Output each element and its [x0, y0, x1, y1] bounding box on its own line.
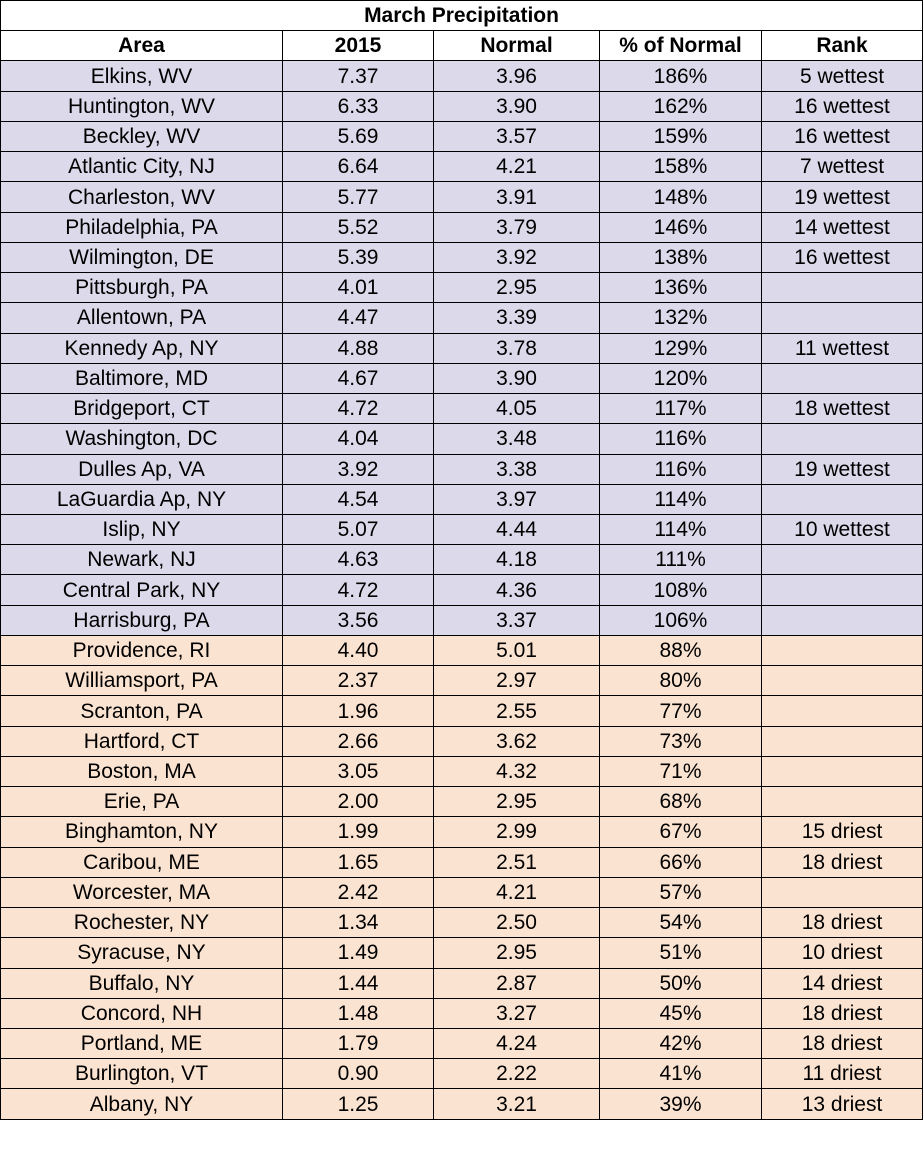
cell-rank — [762, 273, 923, 303]
table-row — [1, 726, 923, 756]
header-rank: Rank — [762, 31, 923, 61]
cell-rank — [762, 303, 923, 333]
cell-percent-of-normal: 117% — [600, 394, 762, 424]
cell-percent-of-normal: 136% — [600, 273, 762, 303]
table-row — [1, 787, 923, 817]
cell-area: Burlington, VT — [1, 1059, 283, 1089]
cell-area: Beckley, WV — [1, 121, 283, 151]
table-row — [1, 908, 923, 938]
cell-percent-of-normal: 42% — [600, 1028, 762, 1058]
cell-normal: 4.21 — [434, 877, 600, 907]
table-row — [1, 1059, 923, 1089]
cell-area: Rochester, NY — [1, 908, 283, 938]
cell-2015: 4.72 — [283, 575, 434, 605]
cell-normal: 4.18 — [434, 545, 600, 575]
cell-rank: 11 driest — [762, 1059, 923, 1089]
cell-2015: 2.66 — [283, 726, 434, 756]
table-row — [1, 575, 923, 605]
cell-area: Philadelphia, PA — [1, 212, 283, 242]
cell-area: Bridgeport, CT — [1, 394, 283, 424]
table-row — [1, 1028, 923, 1058]
cell-normal: 3.79 — [434, 212, 600, 242]
cell-normal: 3.48 — [434, 424, 600, 454]
table-row — [1, 484, 923, 514]
cell-area: Huntington, WV — [1, 91, 283, 121]
table-row — [1, 242, 923, 272]
cell-2015: 1.48 — [283, 998, 434, 1028]
cell-normal: 2.87 — [434, 968, 600, 998]
cell-percent-of-normal: 159% — [600, 121, 762, 151]
cell-area: Newark, NJ — [1, 545, 283, 575]
cell-normal: 5.01 — [434, 635, 600, 665]
cell-rank: 18 driest — [762, 1028, 923, 1058]
table-row — [1, 817, 923, 847]
header-percent-of-normal: % of Normal — [600, 31, 762, 61]
cell-percent-of-normal: 108% — [600, 575, 762, 605]
cell-area: Hartford, CT — [1, 726, 283, 756]
cell-percent-of-normal: 138% — [600, 242, 762, 272]
cell-normal: 3.57 — [434, 121, 600, 151]
cell-2015: 5.07 — [283, 514, 434, 544]
cell-2015: 1.49 — [283, 938, 434, 968]
cell-percent-of-normal: 146% — [600, 212, 762, 242]
cell-rank — [762, 424, 923, 454]
cell-area: Providence, RI — [1, 635, 283, 665]
table-row — [1, 756, 923, 786]
cell-normal: 3.90 — [434, 91, 600, 121]
cell-rank — [762, 787, 923, 817]
cell-area: Kennedy Ap, NY — [1, 333, 283, 363]
cell-normal: 4.24 — [434, 1028, 600, 1058]
table-row — [1, 545, 923, 575]
table-row — [1, 182, 923, 212]
table-row — [1, 212, 923, 242]
cell-normal: 3.39 — [434, 303, 600, 333]
cell-2015: 1.96 — [283, 696, 434, 726]
cell-rank: 18 driest — [762, 998, 923, 1028]
cell-percent-of-normal: 114% — [600, 514, 762, 544]
table-row — [1, 454, 923, 484]
cell-area: Islip, NY — [1, 514, 283, 544]
cell-percent-of-normal: 116% — [600, 454, 762, 484]
cell-area: Buffalo, NY — [1, 968, 283, 998]
cell-percent-of-normal: 51% — [600, 938, 762, 968]
cell-2015: 5.52 — [283, 212, 434, 242]
cell-2015: 1.65 — [283, 847, 434, 877]
cell-percent-of-normal: 68% — [600, 787, 762, 817]
cell-2015: 4.88 — [283, 333, 434, 363]
cell-area: Caribou, ME — [1, 847, 283, 877]
cell-rank: 10 driest — [762, 938, 923, 968]
cell-normal: 4.44 — [434, 514, 600, 544]
cell-area: Wilmington, DE — [1, 242, 283, 272]
cell-area: Allentown, PA — [1, 303, 283, 333]
header-row — [1, 31, 923, 61]
cell-normal: 3.91 — [434, 182, 600, 212]
cell-2015: 1.99 — [283, 817, 434, 847]
cell-area: Dulles Ap, VA — [1, 454, 283, 484]
cell-area: Washington, DC — [1, 424, 283, 454]
cell-2015: 5.77 — [283, 182, 434, 212]
cell-rank — [762, 575, 923, 605]
cell-normal: 3.27 — [434, 998, 600, 1028]
cell-normal: 4.05 — [434, 394, 600, 424]
cell-percent-of-normal: 57% — [600, 877, 762, 907]
cell-2015: 4.63 — [283, 545, 434, 575]
cell-normal: 2.50 — [434, 908, 600, 938]
cell-normal: 3.78 — [434, 333, 600, 363]
cell-percent-of-normal: 116% — [600, 424, 762, 454]
cell-normal: 3.37 — [434, 605, 600, 635]
cell-rank: 15 driest — [762, 817, 923, 847]
cell-2015: 0.90 — [283, 1059, 434, 1089]
cell-rank: 18 driest — [762, 908, 923, 938]
cell-2015: 1.34 — [283, 908, 434, 938]
table-row — [1, 91, 923, 121]
cell-rank: 19 wettest — [762, 182, 923, 212]
table-row — [1, 998, 923, 1028]
cell-normal: 4.21 — [434, 152, 600, 182]
cell-percent-of-normal: 186% — [600, 61, 762, 91]
cell-area: Boston, MA — [1, 756, 283, 786]
cell-normal: 3.92 — [434, 242, 600, 272]
cell-normal: 3.96 — [434, 61, 600, 91]
cell-rank: 14 wettest — [762, 212, 923, 242]
cell-area: Elkins, WV — [1, 61, 283, 91]
cell-area: Pittsburgh, PA — [1, 273, 283, 303]
table-row — [1, 666, 923, 696]
cell-rank: 11 wettest — [762, 333, 923, 363]
cell-percent-of-normal: 148% — [600, 182, 762, 212]
cell-normal: 3.62 — [434, 726, 600, 756]
cell-percent-of-normal: 162% — [600, 91, 762, 121]
cell-normal: 2.95 — [434, 787, 600, 817]
table-row — [1, 968, 923, 998]
cell-2015: 1.25 — [283, 1089, 434, 1119]
cell-2015: 5.39 — [283, 242, 434, 272]
cell-rank: 10 wettest — [762, 514, 923, 544]
cell-2015: 7.37 — [283, 61, 434, 91]
cell-rank — [762, 605, 923, 635]
cell-percent-of-normal: 114% — [600, 484, 762, 514]
cell-area: Concord, NH — [1, 998, 283, 1028]
cell-area: Binghamton, NY — [1, 817, 283, 847]
header-2015: 2015 — [283, 31, 434, 61]
cell-normal: 2.55 — [434, 696, 600, 726]
table-row — [1, 152, 923, 182]
table-row — [1, 363, 923, 393]
cell-percent-of-normal: 66% — [600, 847, 762, 877]
cell-area: Williamsport, PA — [1, 666, 283, 696]
cell-rank: 18 wettest — [762, 394, 923, 424]
cell-area: Erie, PA — [1, 787, 283, 817]
cell-normal: 2.22 — [434, 1059, 600, 1089]
cell-percent-of-normal: 67% — [600, 817, 762, 847]
cell-normal: 2.51 — [434, 847, 600, 877]
cell-rank — [762, 877, 923, 907]
cell-2015: 2.00 — [283, 787, 434, 817]
cell-2015: 4.47 — [283, 303, 434, 333]
cell-percent-of-normal: 45% — [600, 998, 762, 1028]
table-row — [1, 877, 923, 907]
cell-2015: 3.56 — [283, 605, 434, 635]
cell-normal: 2.95 — [434, 938, 600, 968]
cell-area: Charleston, WV — [1, 182, 283, 212]
cell-rank — [762, 666, 923, 696]
cell-percent-of-normal: 73% — [600, 726, 762, 756]
table-row — [1, 424, 923, 454]
cell-rank: 16 wettest — [762, 242, 923, 272]
cell-rank: 14 driest — [762, 968, 923, 998]
cell-percent-of-normal: 106% — [600, 605, 762, 635]
table-row — [1, 121, 923, 151]
cell-area: Albany, NY — [1, 1089, 283, 1119]
cell-2015: 3.05 — [283, 756, 434, 786]
cell-2015: 1.79 — [283, 1028, 434, 1058]
table-row — [1, 394, 923, 424]
cell-2015: 3.92 — [283, 454, 434, 484]
cell-normal: 3.21 — [434, 1089, 600, 1119]
cell-2015: 4.54 — [283, 484, 434, 514]
cell-rank: 18 driest — [762, 847, 923, 877]
table-row — [1, 303, 923, 333]
cell-normal: 2.95 — [434, 273, 600, 303]
cell-percent-of-normal: 39% — [600, 1089, 762, 1119]
cell-2015: 4.67 — [283, 363, 434, 393]
cell-percent-of-normal: 132% — [600, 303, 762, 333]
cell-percent-of-normal: 158% — [600, 152, 762, 182]
cell-normal: 4.36 — [434, 575, 600, 605]
cell-percent-of-normal: 129% — [600, 333, 762, 363]
header-area: Area — [1, 31, 283, 61]
cell-2015: 1.44 — [283, 968, 434, 998]
cell-2015: 5.69 — [283, 121, 434, 151]
cell-percent-of-normal: 80% — [600, 666, 762, 696]
cell-percent-of-normal: 88% — [600, 635, 762, 665]
table-row — [1, 938, 923, 968]
cell-area: Atlantic City, NJ — [1, 152, 283, 182]
header-normal: Normal — [434, 31, 600, 61]
cell-percent-of-normal: 54% — [600, 908, 762, 938]
cell-normal: 4.32 — [434, 756, 600, 786]
cell-percent-of-normal: 111% — [600, 545, 762, 575]
cell-rank: 13 driest — [762, 1089, 923, 1119]
table-row — [1, 61, 923, 91]
cell-normal: 3.90 — [434, 363, 600, 393]
cell-rank: 16 wettest — [762, 121, 923, 151]
cell-normal: 3.97 — [434, 484, 600, 514]
cell-area: Central Park, NY — [1, 575, 283, 605]
cell-rank — [762, 484, 923, 514]
table-row — [1, 1089, 923, 1119]
cell-2015: 4.01 — [283, 273, 434, 303]
cell-rank — [762, 696, 923, 726]
cell-percent-of-normal: 77% — [600, 696, 762, 726]
cell-percent-of-normal: 71% — [600, 756, 762, 786]
table-row — [1, 635, 923, 665]
cell-normal: 2.99 — [434, 817, 600, 847]
table-row — [1, 273, 923, 303]
table-title: March Precipitation — [1, 1, 923, 31]
cell-rank — [762, 726, 923, 756]
cell-2015: 4.72 — [283, 394, 434, 424]
cell-rank: 16 wettest — [762, 91, 923, 121]
cell-percent-of-normal: 50% — [600, 968, 762, 998]
cell-percent-of-normal: 41% — [600, 1059, 762, 1089]
cell-2015: 4.40 — [283, 635, 434, 665]
cell-normal: 2.97 — [434, 666, 600, 696]
cell-percent-of-normal: 120% — [600, 363, 762, 393]
cell-area: Portland, ME — [1, 1028, 283, 1058]
cell-2015: 2.42 — [283, 877, 434, 907]
cell-rank: 19 wettest — [762, 454, 923, 484]
cell-rank: 5 wettest — [762, 61, 923, 91]
cell-area: Baltimore, MD — [1, 363, 283, 393]
table-row — [1, 605, 923, 635]
cell-2015: 6.64 — [283, 152, 434, 182]
cell-area: Harrisburg, PA — [1, 605, 283, 635]
table-body — [1, 61, 923, 1119]
table-row — [1, 514, 923, 544]
cell-rank — [762, 635, 923, 665]
title-row — [1, 1, 923, 31]
table-row — [1, 847, 923, 877]
cell-area: Scranton, PA — [1, 696, 283, 726]
cell-rank — [762, 363, 923, 393]
cell-area: Syracuse, NY — [1, 938, 283, 968]
cell-area: Worcester, MA — [1, 877, 283, 907]
table-row — [1, 696, 923, 726]
cell-2015: 6.33 — [283, 91, 434, 121]
cell-rank — [762, 545, 923, 575]
cell-rank: 7 wettest — [762, 152, 923, 182]
cell-2015: 4.04 — [283, 424, 434, 454]
cell-area: LaGuardia Ap, NY — [1, 484, 283, 514]
cell-rank — [762, 756, 923, 786]
cell-2015: 2.37 — [283, 666, 434, 696]
cell-normal: 3.38 — [434, 454, 600, 484]
table-row — [1, 333, 923, 363]
